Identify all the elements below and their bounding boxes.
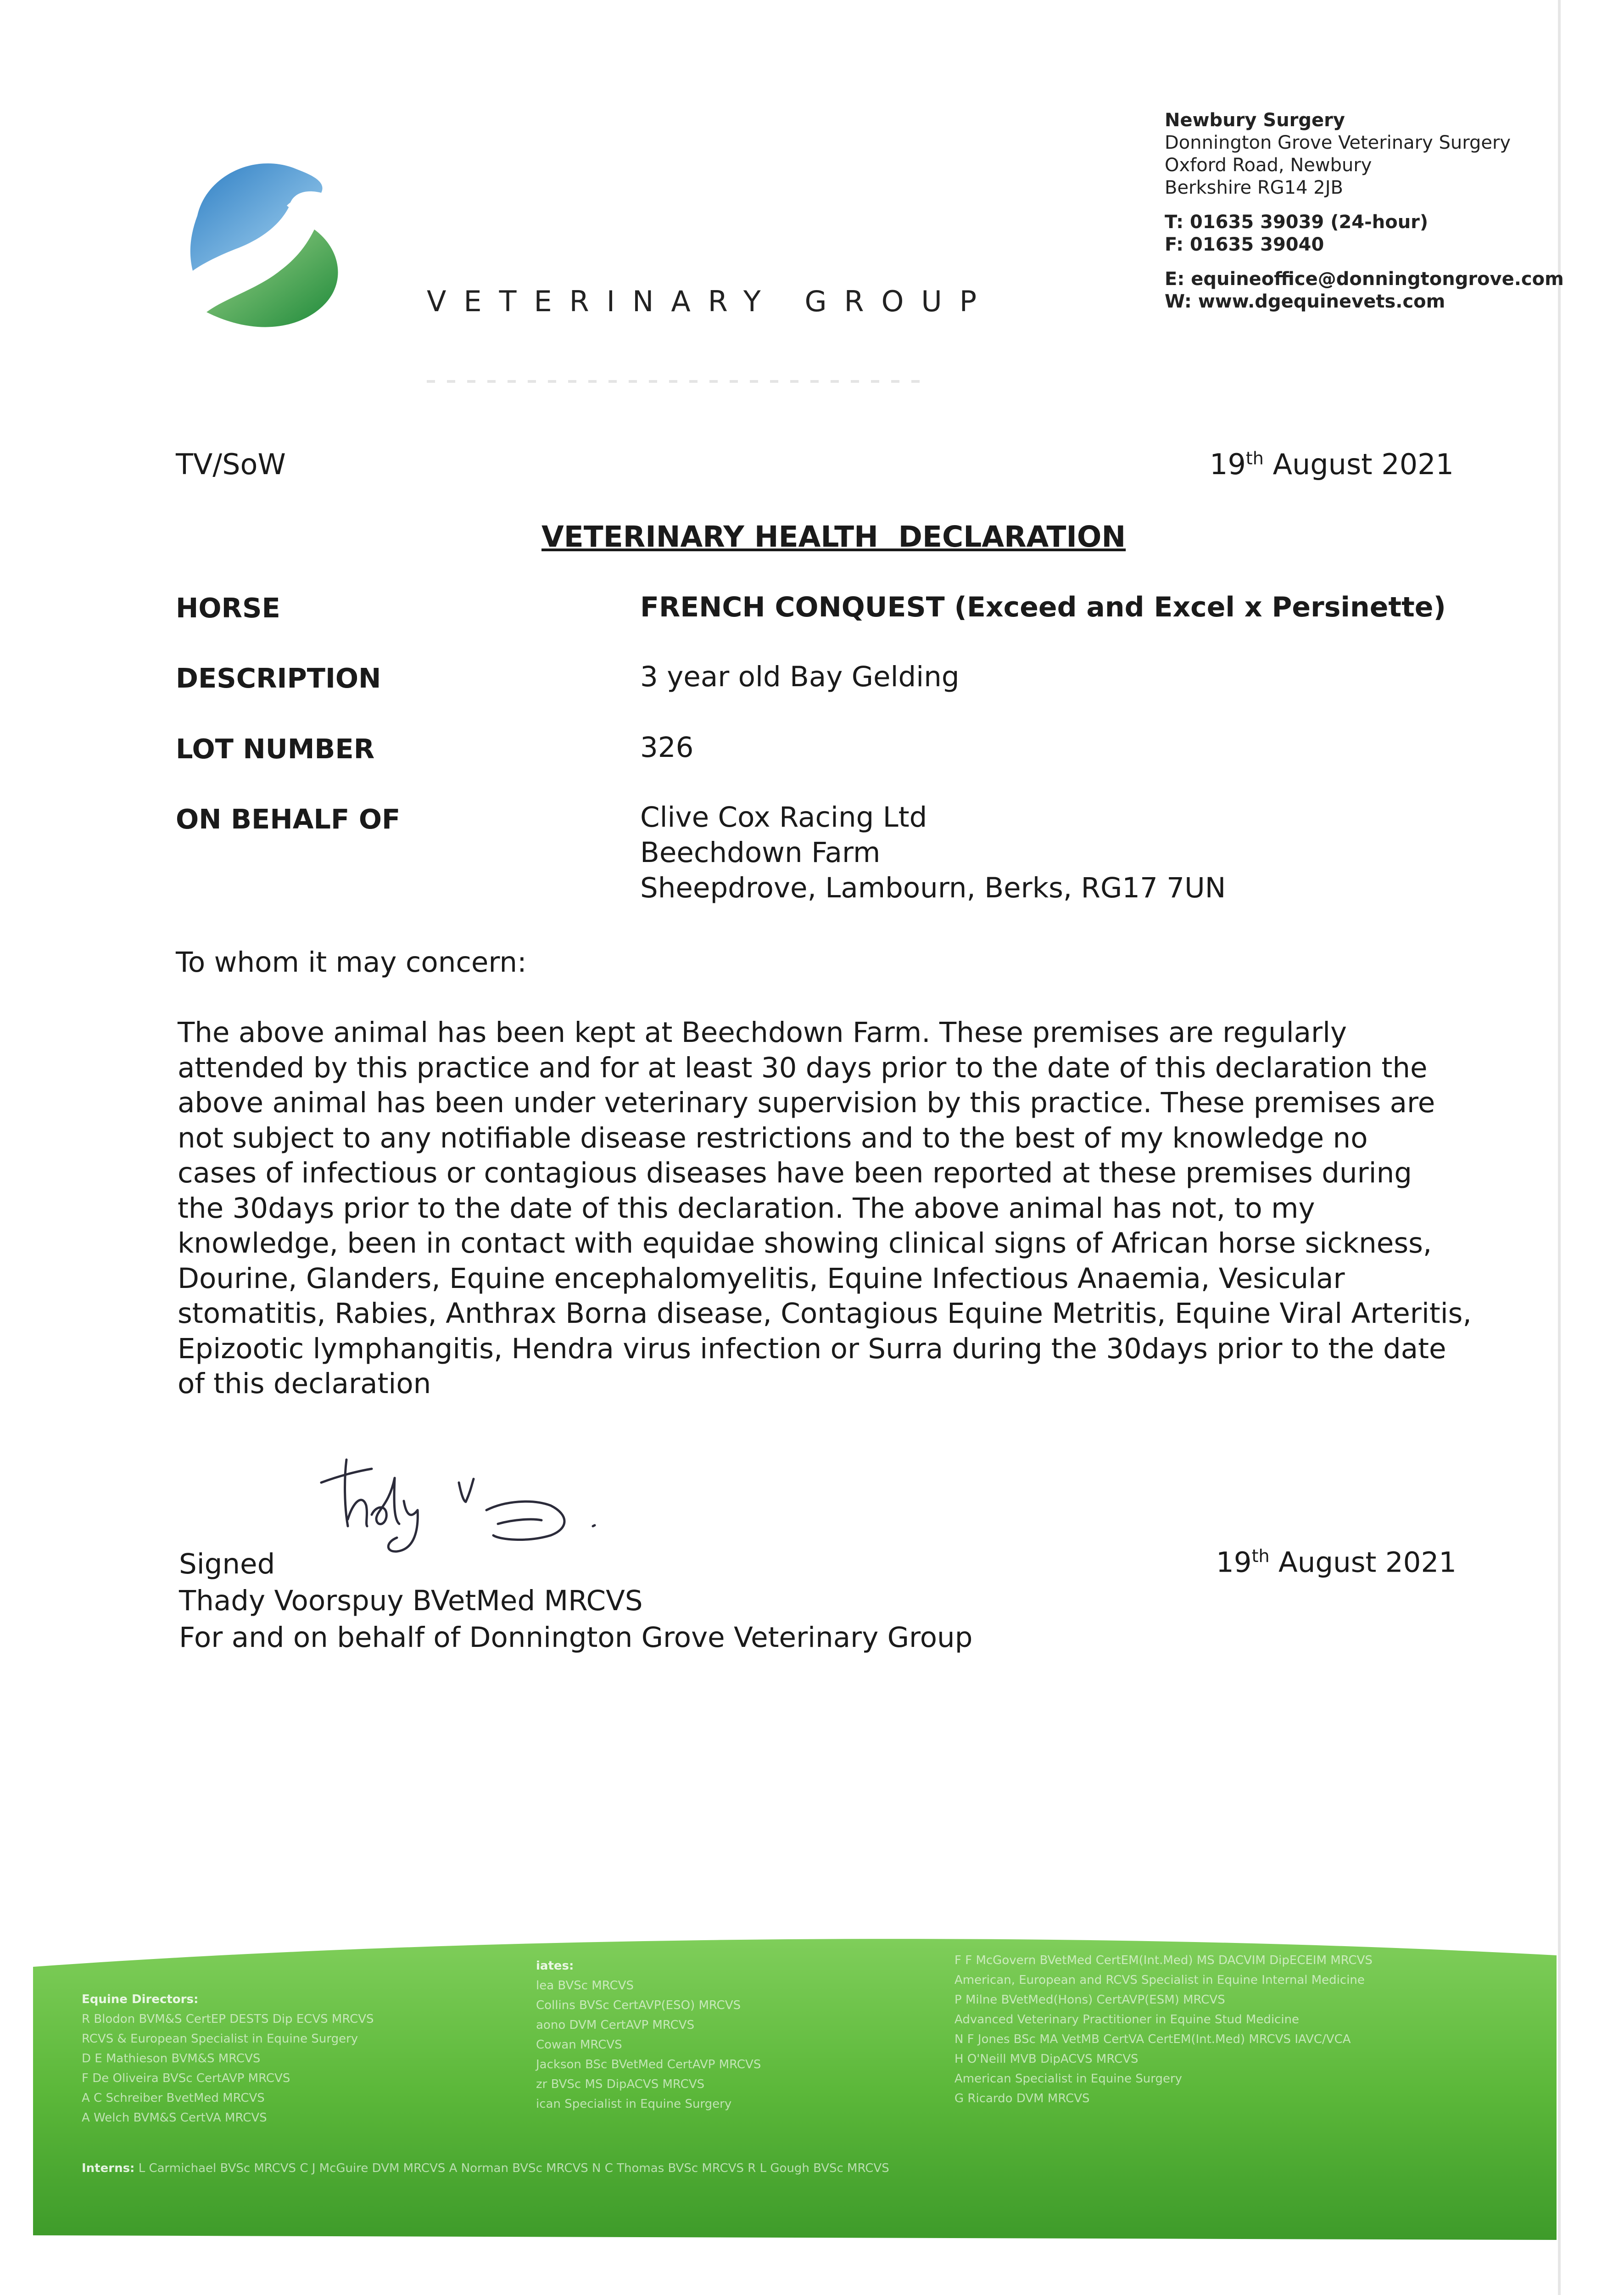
- paragraph-line: Dourine, Glanders, Equine encephalomyelitis, Equine Infectious Anaemia, Vesicular: [178, 1262, 1345, 1295]
- associate-entry: lea BVSc MRCVS: [536, 1979, 634, 1993]
- associate-entry: aono DVM CertAVP MRCVS: [536, 2018, 695, 2032]
- date-top: 19th August 2021: [1210, 448, 1454, 481]
- veterinary-group-wordmark: VETERINARY GROUP: [427, 285, 994, 318]
- paragraph-line: stomatitis, Rabies, Anthrax Borna disease, Contagious Equine Metritis, Equine Viral Arteritis,: [178, 1297, 1472, 1330]
- consultant-entry: American, European and RCVS Specialist in Equine Internal Medicine: [954, 1973, 1365, 1987]
- veterinary-group-logo: [188, 156, 358, 340]
- consultant-entry: H O'Neill MVB DipACVS MRCVS: [954, 2052, 1138, 2066]
- director-entry: RCVS & European Specialist in Equine Surgery: [82, 2032, 358, 2046]
- reference: TV/SoW: [176, 448, 286, 481]
- website-link[interactable]: W: www.dgequinevets.com: [1165, 291, 1445, 312]
- paragraph-line: cases of infectious or contagious diseases have been reported at these premises during: [178, 1157, 1412, 1189]
- directors-heading: Equine Directors:: [82, 1993, 199, 2006]
- consultant-entry: Advanced Veterinary Practitioner in Equine Stud Medicine: [954, 2013, 1300, 2026]
- signatory-name: Thady Voorspuy BVetMed MRCVS: [179, 1584, 643, 1617]
- on-behalf-label: ON BEHALF OF: [176, 803, 401, 835]
- consultants-list: [954, 1951, 1373, 2109]
- on-behalf-value: [640, 800, 1226, 906]
- description-value: 3 year old Bay Gelding: [640, 661, 960, 693]
- consultant-entry: G Ricardo DVM MRCVS: [954, 2092, 1090, 2105]
- director-entry: A C Schreiber BvetMed MRCVS: [82, 2091, 265, 2105]
- letterhead-divider: [427, 380, 922, 383]
- horse-label: HORSE: [176, 592, 280, 624]
- equine-directors-list: [82, 1990, 374, 2128]
- address-line: Oxford Road, Newbury: [1165, 155, 1372, 176]
- paragraph-line: above animal has been under veterinary supervision by this practice. These premises are: [178, 1086, 1435, 1119]
- interns-list: L Carmichael BVSc MRCVS C J McGuire DVM MRCVS A Norman BVSc MRCVS N C Thomas BVSc MRCVS R L Gough BVSc MRCVS: [138, 2161, 889, 2175]
- handwritten-signature: [312, 1450, 642, 1556]
- director-entry: R Blodon BVM&S CertEP DESTS Dip ECVS MRCVS: [82, 2012, 374, 2026]
- paragraph-line: attended by this practice and for at least 30 days prior to the date of this declaration the: [178, 1051, 1428, 1084]
- consultant-entry: American Specialist in Equine Surgery: [954, 2072, 1183, 2086]
- paragraph-line: of this declaration: [178, 1367, 431, 1400]
- director-entry: D E Mathieson BVM&S MRCVS: [82, 2052, 261, 2066]
- surgery-name: Newbury Surgery: [1165, 110, 1345, 131]
- associate-entry: ican Specialist in Equine Surgery: [536, 2097, 732, 2111]
- fax: F: 01635 39040: [1165, 234, 1324, 255]
- associate-entry: Cowan MRCVS: [536, 2038, 622, 2052]
- director-entry: F De Oliveira BVSc CertAVP MRCVS: [82, 2071, 290, 2085]
- page-edge: [1558, 0, 1561, 2295]
- behalf-line: Beechdown Farm: [640, 836, 881, 869]
- paragraph-line: Epizootic lymphangitis, Hendra virus infection or Surra during the 30days prior to the date: [178, 1332, 1446, 1365]
- address-line: Donnington Grove Veterinary Surgery: [1165, 132, 1511, 153]
- associate-entry: Collins BVSc CertAVP(ESO) MRCVS: [536, 1998, 741, 2012]
- director-entry: A Welch BVM&S CertVA MRCVS: [82, 2111, 267, 2125]
- associates-list: [536, 1956, 761, 2114]
- on-behalf-statement: For and on behalf of Donnington Grove Veterinary Group: [179, 1621, 973, 1654]
- date-bottom: 19th August 2021: [1216, 1546, 1457, 1579]
- document-title: VETERINARY HEALTH DECLARATION: [541, 520, 1126, 554]
- associate-entry: Jackson BSc BVetMed CertAVP MRCVS: [536, 2058, 761, 2071]
- horse-value: FRENCH CONQUEST (Exceed and Excel x Persinette): [640, 591, 1446, 623]
- behalf-line: Clive Cox Racing Ltd: [640, 801, 927, 834]
- lot-number-value: 326: [640, 731, 694, 764]
- signed-label: Signed: [179, 1548, 275, 1580]
- paragraph-line: the 30days prior to the date of this declaration. The above animal has not, to my: [178, 1192, 1315, 1225]
- associates-heading: iates:: [536, 1959, 574, 1973]
- paragraph-line: not subject to any notifiable disease restrictions and to the best of my knowledge no: [178, 1121, 1368, 1154]
- declaration-paragraph: [178, 1015, 1472, 1402]
- signature-block: [179, 1546, 972, 1656]
- paragraph-line: The above animal has been kept at Beechdown Farm. These premises are regularly: [178, 1016, 1347, 1049]
- address-block: [1165, 109, 1564, 313]
- consultant-entry: N F Jones BSc MA VetMB CertVA CertEM(Int.Med) MRCVS IAVC/VCA: [954, 2032, 1351, 2046]
- interns-heading: Interns:: [82, 2161, 135, 2175]
- email-link[interactable]: E: equineoffice@donningtongrove.com: [1165, 269, 1564, 290]
- salutation: To whom it may concern:: [176, 946, 527, 979]
- lot-number-label: LOT NUMBER: [176, 733, 375, 765]
- telephone: T: 01635 39039 (24-hour): [1165, 212, 1429, 233]
- description-label: DESCRIPTION: [176, 662, 381, 694]
- interns-line: [82, 2159, 889, 2178]
- behalf-line: Sheepdrove, Lambourn, Berks, RG17 7UN: [640, 872, 1226, 904]
- address-line: Berkshire RG14 2JB: [1165, 177, 1343, 198]
- consultant-entry: P Milne BVetMed(Hons) CertAVP(ESM) MRCVS: [954, 1993, 1225, 2007]
- paragraph-line: knowledge, been in contact with equidae showing clinical signs of African horse sickness,: [178, 1227, 1432, 1259]
- associate-entry: zr BVSc MS DipACVS MRCVS: [536, 2077, 705, 2091]
- consultant-entry: F F McGovern BVetMed CertEM(Int.Med) MS DACVIM DipECEIM MRCVS: [954, 1954, 1373, 1967]
